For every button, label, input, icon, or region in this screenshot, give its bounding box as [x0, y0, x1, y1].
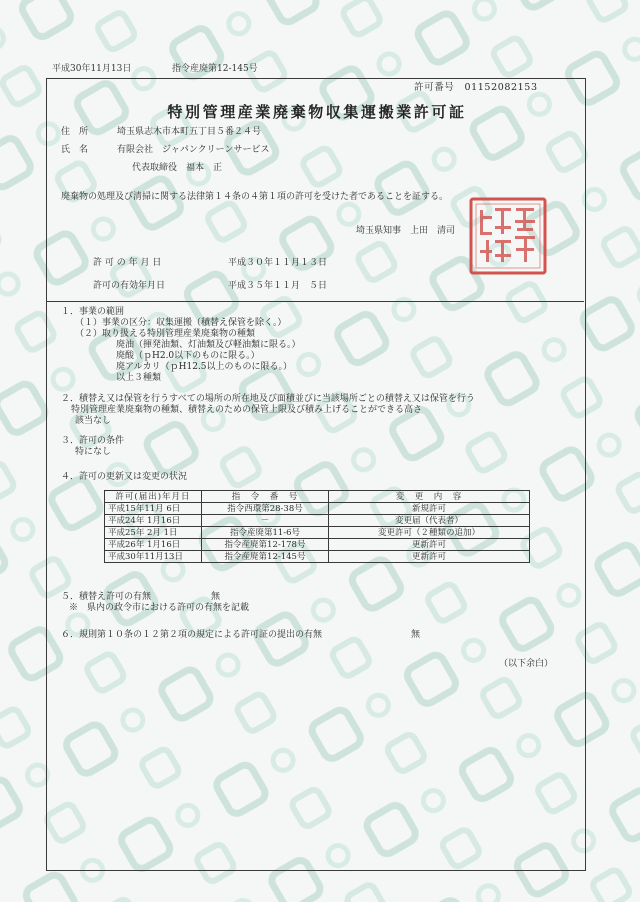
waste-type-3: 廃アルカリ（ｐH12.5以上のものに限る。）	[116, 362, 293, 372]
valid-until-value: 平成３５年１１月 ５日	[228, 281, 328, 291]
section1-heading: １．事業の範囲	[61, 307, 125, 317]
waste-type-1: 廃油（揮発油類、灯油類及び軽油類に限る。）	[116, 340, 301, 350]
permit-date-label: 許 可 の 年 月 日	[93, 258, 162, 268]
section2-line1: ２．積替え又は保管を行うすべての場所の所在地及び面積並びに当該場所ごとの積替え又は保管を行う	[61, 394, 475, 404]
table-cell: 変更許可（２種類の追加）	[329, 527, 530, 539]
table-cell: 更新許可	[329, 551, 530, 563]
section1-item2: （２）取り扱える特別管理産業廃棄物の種類	[75, 329, 256, 339]
section4-heading: ４．許可の更新又は変更の状況	[61, 472, 188, 482]
valid-until-label: 許可の有効年月日	[93, 281, 166, 291]
column-header: 許可(届出)年月日	[105, 491, 202, 503]
section3-value: 特になし	[75, 447, 112, 457]
address-value: 埼玉県志木市本町五丁目５番２４号	[117, 127, 262, 137]
table-cell: 新規許可	[329, 503, 530, 515]
table-header-row	[105, 491, 530, 503]
table-cell: 指令産廃第11-6号	[202, 527, 329, 539]
table-row	[105, 551, 530, 563]
end-of-document-note: （以下余白）	[499, 659, 554, 669]
waste-type-2: 廃酸（ｐH2.0以下のものに限る。）	[116, 351, 260, 361]
table-cell: －	[202, 515, 329, 527]
table-cell: 平成15年11月 6日	[105, 503, 202, 515]
certification-text: 廃棄物の処理及び清掃に関する法律第１４条の４第１項の許可を受けた者であることを証する。	[61, 192, 449, 202]
representative: 代表取締役 福本 正	[132, 163, 223, 173]
section3-heading: ３．許可の条件	[61, 436, 125, 446]
section2-line2: 特別管理産業廃棄物の種類、積替えのための保管上限及び積み上げることができる高さ	[71, 405, 423, 415]
table-row	[105, 539, 530, 551]
column-header: 指 令 番 号	[202, 491, 329, 503]
section-divider	[47, 301, 584, 302]
waste-type-total: 以上３種類	[116, 373, 162, 383]
table-cell: 更新許可	[329, 539, 530, 551]
company-name: 有限会社 ジャパンクリーンサービス	[117, 145, 270, 155]
section5-value: 無	[211, 592, 221, 602]
table-cell: 指令産廃第12-145号	[202, 551, 329, 563]
table-cell: 変更届（代表者）	[329, 515, 530, 527]
table-cell: 平成30年11月13日	[105, 551, 202, 563]
section2-value: 該当なし	[75, 416, 112, 426]
name-label: 氏 名	[61, 145, 89, 155]
directive-number: 指令産廃第12-145号	[172, 64, 258, 74]
permit-history-table	[104, 490, 530, 563]
section5-note: ※ 県内の政令市における許可の有無を記載	[69, 603, 250, 613]
table-cell: 指令西環第28-38号	[202, 503, 329, 515]
table-row	[105, 503, 530, 515]
issue-date: 平成30年11月13日	[52, 64, 132, 74]
document-title: 特別管理産業廃棄物収集運搬業許可証	[167, 103, 467, 121]
column-header: 変 更 内 容	[329, 491, 530, 503]
section6-heading: ６．規則第１０条の１２第２項の規定による許可証の提出の有無	[61, 630, 323, 640]
section1-item1: （１）事業の区分：収集運搬（積替え保管を除く。）	[75, 318, 287, 328]
official-seal	[468, 196, 548, 276]
issuer: 埼玉県知事 上田 清司	[356, 226, 456, 236]
section5-heading: ５．積替え許可の有無	[61, 592, 152, 602]
permit-document	[46, 78, 586, 871]
table-cell: 平成24年 1月16日	[105, 515, 202, 527]
table-cell: 平成25年 2月 1日	[105, 527, 202, 539]
table-cell: 平成26年 1月16日	[105, 539, 202, 551]
address-label: 住 所	[61, 127, 89, 137]
table-row	[105, 515, 530, 527]
permit-date-value: 平成３０年１１月１３日	[228, 258, 328, 268]
permit-number: 許可番号 01152082153	[414, 82, 538, 93]
section6-value: 無	[411, 630, 421, 640]
table-cell: 指令産廃第12-178号	[202, 539, 329, 551]
table-row	[105, 527, 530, 539]
